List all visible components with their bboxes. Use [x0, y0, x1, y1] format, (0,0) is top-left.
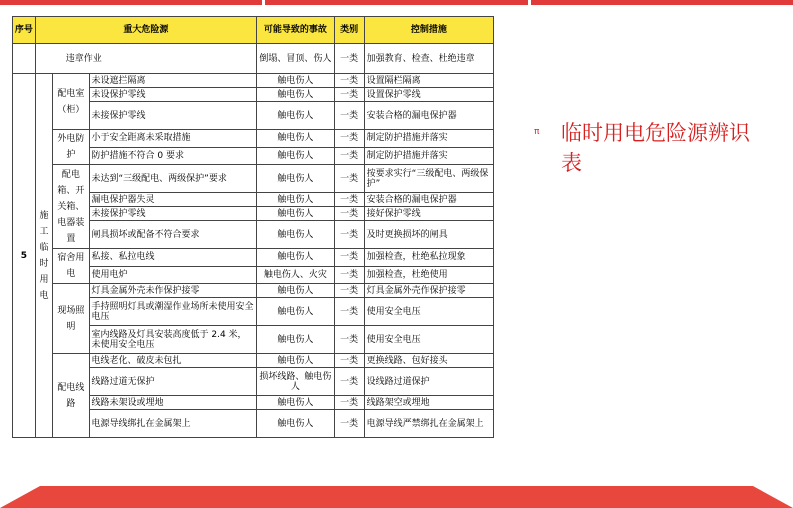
category-cell: 一类	[334, 193, 364, 207]
category-cell: 一类	[334, 88, 364, 102]
accident-cell: 触电伤人	[257, 165, 335, 193]
header-category: 类别	[334, 17, 364, 44]
category-cell: 一类	[334, 410, 364, 438]
slide-title: 临时用电危险源辨识表	[561, 121, 750, 175]
top-bar-divider	[262, 0, 265, 5]
accident-cell: 触电伤人	[257, 207, 335, 221]
hazard-cell: 线路过道无保护	[89, 368, 257, 396]
hazard-cell: 未设遮拦隔离	[89, 74, 257, 88]
accident-cell: 触电伤人	[257, 284, 335, 298]
control-cell: 制定防护措施并落实	[364, 147, 493, 165]
accident-cell: 触电伤人	[257, 130, 335, 148]
header-control: 控制措施	[364, 17, 493, 44]
serial-cell: 5	[13, 74, 36, 438]
table-row	[13, 44, 494, 74]
accident-cell: 触电伤人	[257, 147, 335, 165]
header-hazard: 重大危险源	[35, 17, 256, 44]
group-label: 配电室（柜）	[53, 74, 89, 130]
control-cell: 按要求实行“三级配电、两级保护”	[364, 165, 493, 193]
control-cell: 使用安全电压	[364, 326, 493, 354]
hazard-cell: 手持照明灯具或潮湿作业场所未使用安全电压	[89, 298, 257, 326]
hazard-cell: 私接、私拉电线	[89, 249, 257, 267]
group-label: 宿舍用电	[53, 249, 89, 284]
control-cell: 设置保护零线	[364, 88, 493, 102]
control-cell: 加强检查，杜绝使用	[364, 266, 493, 284]
top-bar-divider	[528, 0, 531, 5]
accident-cell: 触电伤人	[257, 298, 335, 326]
category-cell: 一类	[334, 354, 364, 368]
hazard-cell: 小于安全距离未采取措施	[89, 130, 257, 148]
category-cell: 一类	[334, 368, 364, 396]
table-row	[13, 130, 494, 148]
hazard-cell: 未设保护零线	[89, 88, 257, 102]
header-serial: 序号	[13, 17, 36, 44]
hazard-cell: 防护措施不符合 0 要求	[89, 147, 257, 165]
top-accent-bar	[0, 0, 793, 5]
category-cell: 一类	[334, 207, 364, 221]
section-label: 施工临时用电	[35, 74, 53, 438]
bullet-icon: π	[534, 127, 540, 137]
hazard-cell: 违章作业	[35, 44, 256, 74]
hazard-cell: 灯具金属外壳未作保护接零	[89, 284, 257, 298]
category-cell: 一类	[334, 165, 364, 193]
accident-cell: 触电伤人	[257, 354, 335, 368]
control-cell: 设置隔栏隔离	[364, 74, 493, 88]
table-header-row	[13, 17, 494, 44]
accident-cell: 触电伤人	[257, 221, 335, 249]
accident-cell: 触电伤人	[257, 88, 335, 102]
control-cell: 安装合格的漏电保护器	[364, 102, 493, 130]
bottom-decor-band	[0, 486, 793, 508]
accident-cell: 损坏线路、触电伤人	[257, 368, 335, 396]
group-label: 配电线路	[53, 354, 89, 438]
accident-cell: 触电伤人	[257, 326, 335, 354]
hazard-cell: 线路未架设或埋地	[89, 396, 257, 410]
category-cell: 一类	[334, 266, 364, 284]
group-label: 现场照明	[53, 284, 89, 354]
accident-cell: 触电伤人	[257, 193, 335, 207]
hazard-cell: 闸具损坏或配备不符合要求	[89, 221, 257, 249]
hazard-identification-table	[12, 16, 494, 438]
table-row	[13, 354, 494, 368]
category-cell: 一类	[334, 74, 364, 88]
category-cell: 一类	[334, 102, 364, 130]
accident-cell: 触电伤人	[257, 396, 335, 410]
accident-cell: 触电伤人	[257, 74, 335, 88]
control-cell: 更换线路、包好接头	[364, 354, 493, 368]
control-cell: 接好保护零线	[364, 207, 493, 221]
table-row	[13, 249, 494, 267]
category-cell: 一类	[334, 130, 364, 148]
control-cell: 加强检查，杜绝私拉现象	[364, 249, 493, 267]
control-cell: 及时更换损坏的闸具	[364, 221, 493, 249]
table-row	[13, 165, 494, 193]
control-cell: 线路架空或埋地	[364, 396, 493, 410]
hazard-cell: 使用电炉	[89, 266, 257, 284]
hazard-cell: 未接保护零线	[89, 102, 257, 130]
category-cell: 一类	[334, 44, 364, 74]
hazard-cell: 未达到“三级配电、两级保护”要求	[89, 165, 257, 193]
category-cell: 一类	[334, 147, 364, 165]
category-cell: 一类	[334, 326, 364, 354]
category-cell: 一类	[334, 396, 364, 410]
hazard-cell: 电源导线绑扎在金属架上	[89, 410, 257, 438]
hazard-cell: 未接保护零线	[89, 207, 257, 221]
control-cell: 设线路过道保护	[364, 368, 493, 396]
accident-cell: 倒塌、冒顶、伤人	[257, 44, 335, 74]
serial-cell-empty	[13, 44, 36, 74]
category-cell: 一类	[334, 249, 364, 267]
group-label: 配电箱、开关箱、电器装置	[53, 165, 89, 249]
accident-cell: 触电伤人	[257, 410, 335, 438]
accident-cell: 触电伤人	[257, 102, 335, 130]
control-cell: 灯具金属外壳作保护接零	[364, 284, 493, 298]
table-row	[13, 74, 494, 88]
hazard-cell: 室内线路及灯具安装高度低于 2.4 米，未使用安全电压	[89, 326, 257, 354]
control-cell: 使用安全电压	[364, 298, 493, 326]
hazard-cell: 电线老化、破皮未包扎	[89, 354, 257, 368]
table-row	[13, 284, 494, 298]
category-cell: 一类	[334, 298, 364, 326]
hazard-cell: 漏电保护器失灵	[89, 193, 257, 207]
category-cell: 一类	[334, 221, 364, 249]
accident-cell: 触电伤人、火灾	[257, 266, 335, 284]
control-cell: 制定防护措施并落实	[364, 130, 493, 148]
category-cell: 一类	[334, 284, 364, 298]
control-cell: 安装合格的漏电保护器	[364, 193, 493, 207]
accident-cell: 触电伤人	[257, 249, 335, 267]
header-accident: 可能导致的事故	[257, 17, 335, 44]
control-cell: 电源导线严禁绑扎在金属架上	[364, 410, 493, 438]
group-label: 外电防护	[53, 130, 89, 165]
control-cell: 加强教育、检查、杜绝违章	[364, 44, 493, 74]
